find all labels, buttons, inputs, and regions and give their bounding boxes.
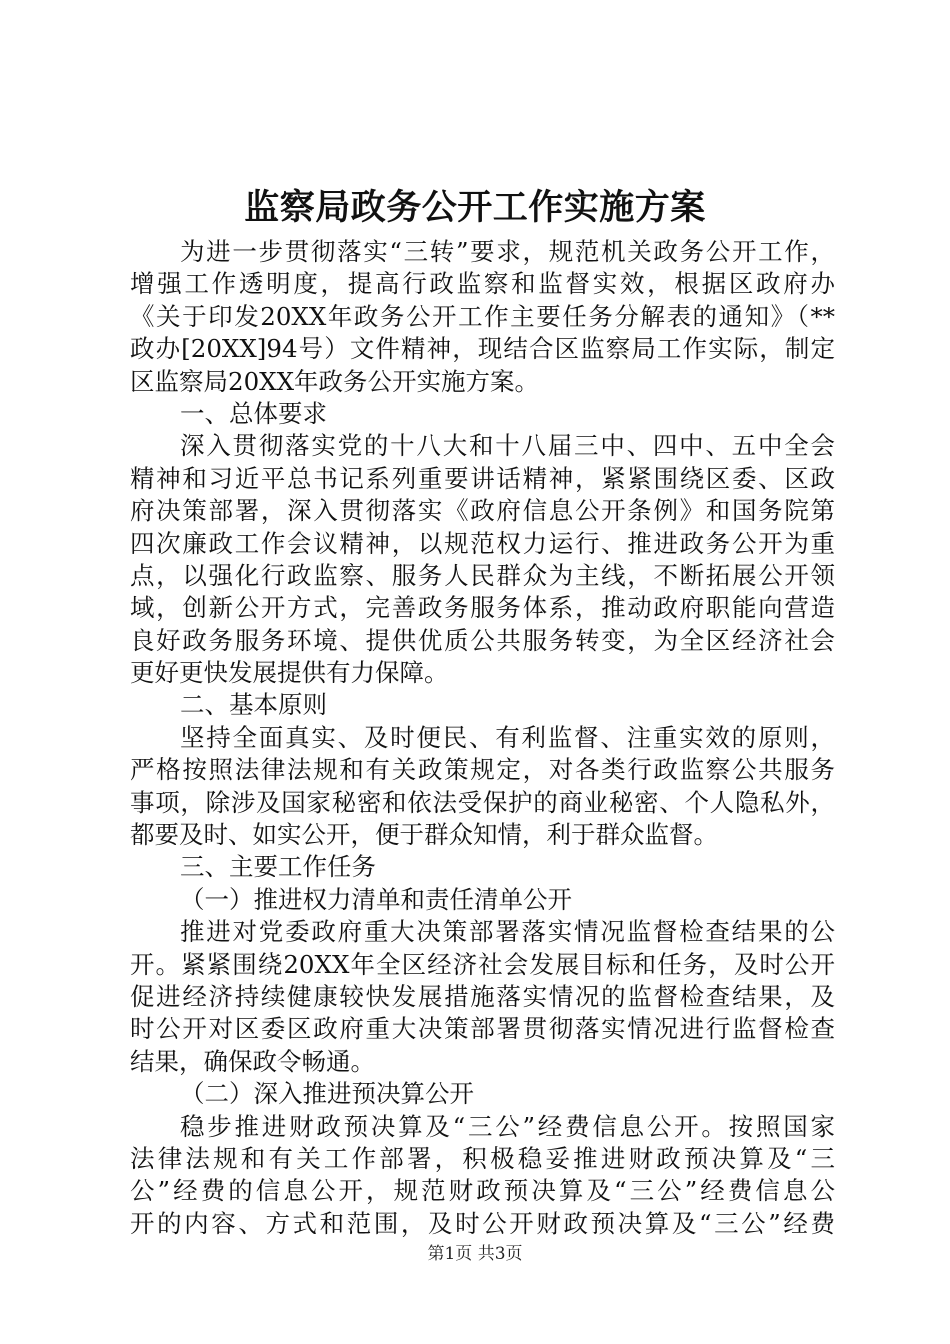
paragraph-line: 稳步推进财政预决算及“三公”经费信息公开。按照国家	[180, 1111, 835, 1141]
paragraph-line: 事项，除涉及国家秘密和依法受保护的商业秘密、个人隐私外，	[130, 787, 835, 817]
paragraph-line: 府决策部署，深入贯彻落实《政府信息公开条例》和国务院第	[130, 496, 835, 526]
page-footer: 第1页 共3页	[427, 1244, 523, 1264]
document-body	[130, 236, 835, 1240]
paragraph-line: 四次廉政工作会议精神，以规范权力运行、推进政务公开为重	[130, 528, 835, 558]
paragraph-line: 增强工作透明度，提高行政监察和监督实效，根据区政府办	[130, 269, 835, 299]
paragraph-line: 域，创新公开方式，完善政务服务体系，推动政府职能向营造	[130, 593, 835, 623]
section-heading: 二、基本原则	[180, 690, 327, 720]
paragraph-line: 都要及时、如实公开，便于群众知情，利于群众监督。	[130, 820, 718, 850]
paragraph-line: 区监察局20XX年政务公开实施方案。	[130, 366, 540, 396]
paragraph-line: 推进对党委政府重大决策部署落实情况监督检查结果的公	[180, 917, 835, 947]
paragraph-line: 更好更快发展提供有力保障。	[130, 658, 449, 688]
paragraph-line: 坚持全面真实、及时便民、有利监督、注重实效的原则，	[180, 722, 835, 752]
paragraph-line: 法律法规和有关工作部署，积极稳妥推进财政预决算及“三	[130, 1143, 835, 1173]
paragraph-line: 《关于印发20XX年政务公开工作主要任务分解表的通知》（**	[130, 301, 835, 331]
paragraph-line: 开。紧紧围绕20XX年全区经济社会发展目标和任务，及时公开	[130, 949, 835, 979]
paragraph-line: 政办[20XX]94号）文件精神，现结合区监察局工作实际，制定	[130, 334, 835, 364]
paragraph-line: 为进一步贯彻落实“三转”要求，规范机关政务公开工作，	[180, 237, 835, 266]
paragraph-line: 结果，确保政令畅通。	[130, 1046, 375, 1076]
paragraph-line: 促进经济持续健康较快发展措施落实情况的监督检查结果，及	[130, 981, 835, 1011]
section-heading: 一、总体要求	[180, 398, 327, 428]
paragraph-line: 严格按照法律法规和有关政策规定，对各类行政监察公共服务	[130, 755, 835, 785]
document-title: 监察局政务公开工作实施方案	[244, 187, 706, 228]
paragraph-line: 良好政务服务环境、提供优质公共服务转变，为全区经济社会	[130, 625, 835, 655]
paragraph-line: 精神和习近平总书记系列重要讲话精神，紧紧围绕区委、区政	[130, 463, 835, 493]
paragraph-line: 点，以强化行政监察、服务人民群众为主线，不断拓展公开领	[130, 560, 835, 590]
section-heading: 三、主要工作任务	[180, 852, 376, 882]
subsection-heading: （一）推进权力清单和责任清单公开	[180, 884, 572, 914]
subsection-heading: （二）深入推进预决算公开	[180, 1079, 474, 1109]
paragraph-line: 开的内容、方式和范围，及时公开财政预决算及“三公”经费	[130, 1208, 835, 1238]
paragraph-line: 时公开对区委区政府重大决策部署贯彻落实情况进行监督检查	[130, 1014, 835, 1044]
paragraph-line: 公”经费的信息公开，规范财政预决算及“三公”经费信息公	[130, 1176, 835, 1206]
paragraph-line: 深入贯彻落实党的十八大和十八届三中、四中、五中全会	[180, 431, 835, 461]
